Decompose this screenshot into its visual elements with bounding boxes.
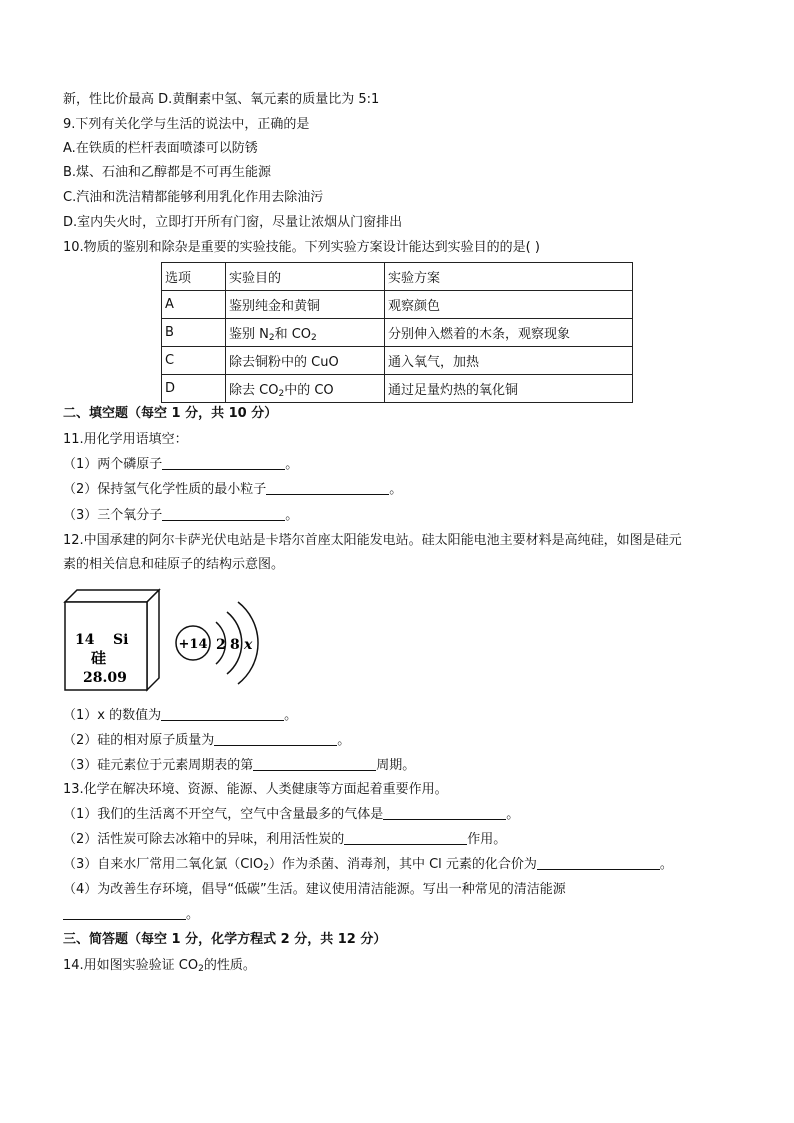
nuclear-charge: +14 [178,637,208,652]
question-11-2 [63,480,402,500]
q13-2-text: （2）活性炭可除去冰箱中的异味，利用活性炭的 [63,832,345,847]
period: 。 [284,708,298,723]
question-13-1 [63,805,519,825]
table-cell: 除去铜粉中的 CuO [226,347,385,375]
table-cell: D [162,375,226,403]
cube-side [147,590,159,690]
section-2-title: 二、填空题（每空 1 分，共 10 分） [63,406,278,421]
q13-2-tail: 作用。 [467,832,507,847]
cell-text: 和 CO [274,326,312,342]
period: 。 [285,457,299,472]
q14-text: 14.用如图实验验证 CO [63,958,199,973]
option-9c: C.汽油和洗洁精都能够利用乳化作用去除油污 [63,190,324,205]
table-row [162,347,633,375]
cell-text: 中的 CO [284,382,334,398]
answer-blank[interactable] [162,455,285,470]
q13-1-text: （1）我们的生活离不开空气，空气中含量最多的气体是 [63,807,384,822]
q11-1-text: （1）两个磷原子 [63,457,163,472]
experiment-table [161,262,633,403]
table-header-cell: 选项 [162,263,226,291]
answer-blank[interactable] [161,706,284,721]
subscript: 2 [311,332,317,343]
table-row [162,319,633,347]
table-row [162,375,633,403]
table-cell: 鉴别纯金和黄铜 [226,291,385,319]
question-13: 13.化学在解决环境、资源、能源、人类健康等方面起着重要作用。 [63,782,448,797]
cube-top [65,590,159,602]
period: 。 [285,508,299,523]
q12-3-tail: 周期。 [376,758,416,773]
cell-text: 除去 CO [229,382,279,398]
question-12-3 [63,756,415,776]
table-header-cell: 实验目的 [226,263,385,291]
q12-1-text: （1）x 的数值为 [63,708,162,723]
q12-2-text: （2）硅的相对原子质量为 [63,733,215,748]
question-12-2 [63,731,350,751]
element-symbol: Si [113,632,129,648]
answer-blank[interactable] [63,905,186,920]
q13-3-text: （3）自来水厂常用二氧化氯（ClO [63,857,264,872]
silicon-element-diagram [63,588,283,693]
answer-blank[interactable] [214,731,337,746]
table-row [162,291,633,319]
answer-blank[interactable] [537,855,660,870]
question-13-4: （4）为改善生存环境，倡导“低碳”生活。建议使用清洁能源。写出一种常见的清洁能源 [63,882,566,897]
option-9d: D.室内失火时，立即打开所有门窗，尽量让浓烟从门窗排出 [63,215,403,230]
question-10: 10.物质的鉴别和除杂是重要的实验技能。下列实验方案设计能达到实验目的的是( ) [63,240,540,255]
shell-3-electrons: x [244,637,253,653]
table-cell: B [162,319,226,347]
table-cell [226,319,385,347]
table-cell: 通过足量灼热的氧化铜 [385,375,633,403]
table-header-row [162,263,633,291]
table-cell: 通入氧气，加热 [385,347,633,375]
q11-2-text: （2）保持氢气化学性质的最小粒子 [63,482,267,497]
table-cell [226,375,385,403]
answer-blank[interactable] [253,756,376,771]
option-9b: B.煤、石油和乙醇都是不可再生能源 [63,165,272,180]
question-13-4-answer [63,905,199,925]
q11-3-text: （3）三个氧分子 [63,508,163,523]
section-3-title: 三、简答题（每空 1 分，化学方程式 2 分，共 12 分） [63,932,387,947]
atomic-mass: 28.09 [83,670,127,686]
cell-text: 鉴别 N [229,326,269,342]
q12-3-text: （3）硅元素位于元素周期表的第 [63,758,254,773]
subscript: 2 [278,388,285,399]
period: 。 [186,907,200,922]
line-q8-end: 新，性比价最高 D.黄酮素中氢、氧元素的质量比为 5:1 [63,92,380,107]
question-12-1 [63,706,297,726]
table-cell: A [162,291,226,319]
element-name: 硅 [91,649,107,667]
table-cell: 分别伸入燃着的木条，观察现象 [385,319,633,347]
silicon-figure [63,588,283,693]
table-cell: C [162,347,226,375]
shell-2-electrons: 8 [230,637,240,653]
answer-blank[interactable] [344,830,467,845]
question-12-line1: 12.中国承建的阿尔卡萨光伏电站是卡塔尔首座太阳能发电站。硅太阳能电池主要材料是高纯硅，如图是硅元 [63,533,682,548]
period: 。 [337,733,351,748]
question-13-3 [63,855,673,878]
question-11-1 [63,455,298,475]
answer-blank[interactable] [383,805,506,820]
period: 。 [506,807,520,822]
answer-blank[interactable] [266,480,389,495]
atomic-number: 14 [75,632,95,648]
q13-3-text-2: ）作为杀菌、消毒剂，其中 Cl 元素的化合价为 [268,857,537,872]
question-11: 11.用化学用语填空： [63,432,188,447]
period: 。 [389,482,403,497]
q14-tail: 的性质。 [203,958,256,973]
question-13-2 [63,830,506,850]
subscript: 2 [198,964,204,974]
question-11-3 [63,506,298,526]
subscript: 2 [263,863,269,873]
table-cell: 观察颜色 [385,291,633,319]
question-12-line2: 素的相关信息和硅原子的结构示意图。 [63,557,285,572]
subscript: 2 [268,332,275,343]
table-header-cell: 实验方案 [385,263,633,291]
period: 。 [659,857,673,872]
question-9: 9.下列有关化学与生活的说法中，正确的是 [63,117,310,132]
answer-blank[interactable] [162,506,285,521]
question-14 [63,956,256,979]
shell-1-electrons: 2 [216,637,226,653]
option-9a: A.在铁质的栏杆表面喷漆可以防锈 [63,141,258,156]
